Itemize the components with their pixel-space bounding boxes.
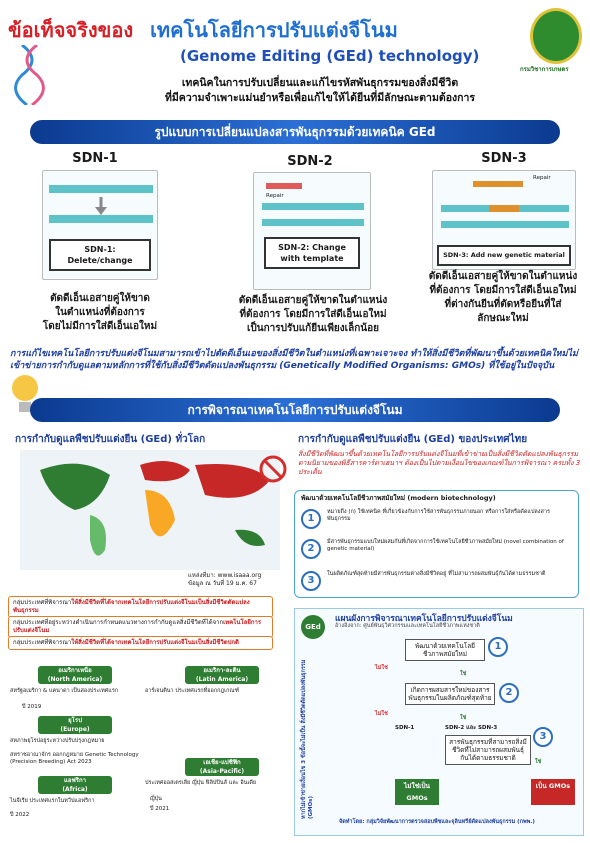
flow-yes-3: ใช่: [535, 759, 542, 765]
thailand-intro: สิ่งมีชีวิตที่พัฒนาขึ้นด้วยเทคโนโลยีการปรับแต่งจีโนมที่เข้าข่ายเป็นสิ่งมีชีวิตดัดแปลงพันธุกรรม ตามนิยามของพิธีสารคาร์ตาเฮนาฯ ต้องเป็นไปตามเงื่อนไขของเกณฑ์ในการพิจารณา ครบทั้ง 3 ประเด็น: [298, 450, 581, 476]
thailand-heading: การกำกับดูแลพืชปรับแต่งยีน (GEd) ของประเทศไทย: [298, 434, 528, 445]
sdn2-heading: SDN-2: [287, 154, 333, 169]
na-text: สหรัฐอเมริกา & แคนาดา เป็นสองประเทศแรก: [10, 688, 119, 694]
world-heading: การกำกับดูแลพืชปรับแต่งยีน (GEd) ทั่วโลก: [15, 434, 206, 445]
region-europe: [38, 716, 112, 734]
pill-text: กลุ่มประเทศที่พิจารณา: [13, 599, 72, 606]
sdn2-desc-2: ที่ต้องการ โดยมีการใส่ดีเอ็นเอใหม่: [239, 309, 387, 320]
intro-line-1: เทคนิคในการปรับเปลี่ยนและแก้ไขรหัสพันธุกรรมของสิ่งมีชีวิต: [181, 77, 459, 89]
sdn1-desc: [30, 292, 170, 334]
flowchart-title: แผนผังการพิจารณาเทคโนโลยีการปรับแต่งจีโนม: [335, 614, 513, 624]
flow-no-1: ไม่ใช่: [375, 665, 388, 671]
region-name: อเมริกาเหนือ: [58, 667, 92, 674]
flow-sdn23: SDN-2 และ SDN-3: [445, 725, 498, 731]
sdn3-desc-2: ที่ต้องการ โดยมีการใส่ดีเอ็นเอใหม่: [429, 285, 577, 296]
flow-no-2: ไม่ใช่: [375, 711, 388, 717]
flow-sdn1: SDN-1: [395, 725, 415, 731]
title-red: ข้อเท็จจริงของ: [8, 18, 134, 42]
ged-badge: GEd: [301, 615, 325, 639]
dna-insert-icon: [433, 171, 577, 241]
sdn3-figure: [432, 170, 576, 270]
pill-text: กลุ่มประเทศที่อยู่ระหว่างดำเนินการกำหนดแนวทางการกำกับดูแลสิ่งมีชีวิตที่ได้จาก: [13, 619, 224, 626]
sdn2-desc: [228, 294, 398, 336]
eu-text: สหภาพยุโรปอยู่ระหว่างปรับปรุงกฎหมาย: [10, 738, 105, 744]
flow-q2: เกิดการผสมสารใหม่ของสารพันธุกรรมในผลิตภัณฑ์สุดท้าย: [405, 683, 495, 705]
intro-line-2: ที่มีความจำเพาะแม่นยำหรือเพื่อแก้ไขให้ได้ยีนที่มีลักษณะตามต้องการ: [164, 92, 476, 104]
region-sub: (Latin America): [195, 676, 249, 683]
region-sub: (Asia-Pacific): [199, 768, 245, 775]
year-2022: ปี 2022: [10, 812, 30, 818]
doa-logo: [530, 8, 582, 64]
criteria-step-3: 3: [301, 571, 321, 591]
source-date: ข้อมูล ณ วันที่ 19 ม.ค. 67: [188, 580, 257, 587]
year-2019: ปี 2019: [22, 704, 42, 710]
section-band-consideration: การพิจารณาเทคโนโลยีการปรับแต่งจีโนม: [30, 398, 560, 422]
flow-step-2: 2: [499, 683, 519, 703]
flow-step-3: 3: [533, 727, 553, 747]
criteria-step-1: 1: [301, 509, 321, 529]
criteria-2: มีสารพันธุกรรมแบบใหม่ผสมกันที่เกิดจากการใช้เทคโนโลยีชีวภาพสมัยใหม่ (novel combination of genetic material): [327, 539, 564, 552]
sdn3-desc-4: ลักษณะใหม่: [477, 313, 529, 324]
year-2021: ปี 2021: [150, 806, 170, 812]
result-gmo: เป็น GMOs: [531, 779, 575, 805]
world-map: [20, 450, 280, 570]
result-non-gmo: ไม่ใช่เป็น GMOs: [395, 779, 439, 805]
sdn1-heading: SDN-1: [72, 151, 118, 166]
intro-text: [130, 76, 510, 106]
ap-text: ประเทศออสเตรเลีย ญี่ปุ่น ฟิลิปปินส์ และ อินเดีย: [145, 780, 257, 786]
sdn1-figure: [42, 170, 158, 280]
flow-yes-1: ใช่: [460, 671, 467, 677]
sdn2-desc-3: เป็นการปรับแก้ยีนเพียงเล็กน้อย: [247, 323, 379, 334]
la-text: อาร์เจนตินา ประเทศแรกที่ออกกฎเกณฑ์: [145, 688, 240, 694]
region-sub: (Africa): [62, 786, 88, 793]
sdn1-caption: SDN-1: Delete/change: [49, 239, 151, 271]
dna-scissors-icon: [12, 45, 52, 105]
sdn2-repair-label: Repair: [266, 193, 284, 199]
source-label: แหล่งที่มา: www.isaaa.org: [188, 572, 262, 579]
region-name: อเมริกา-ละติน: [203, 667, 241, 674]
flowchart-footer: จัดทำโดย: กลุ่มวิจัยพัฒนาการตรวจสอบพืชและจุลินทรีย์ดัดแปลงพันธุกรรม (กพพ.): [339, 819, 535, 825]
sdn2-desc-1: ตัดดีเอ็นเอสายคู่ให้ขาดในตำแหน่ง: [238, 295, 388, 306]
flowchart-subtitle: อ้างอิงจาก: ศูนย์พันธุวิศวกรรมและเทคโนโลยีชีวภาพแห่งชาติ: [335, 623, 480, 629]
flow-yes-2: ใช่: [460, 715, 467, 721]
criteria-step-2: 2: [301, 539, 321, 559]
region-sub: (North America): [47, 676, 103, 683]
page-subtitle: (Genome Editing (GEd) technology): [180, 47, 480, 65]
map-source: [188, 572, 261, 588]
sdn1-desc-2: ในตำแหน่งที่ต้องการ: [55, 307, 145, 318]
criteria-title: พัฒนาด้วยเทคโนโลยีชีวภาพสมัยใหม่ (modern biotechnology): [301, 494, 496, 502]
legend-pill-nongmo: [8, 636, 273, 650]
sdn3-repair-label: Repair: [533, 175, 551, 181]
pill-bold: ให้สิ่งมีชีวิตที่ได้จากเทคโนโลยีการปรับแต่งจีโนมเป็นสิ่งมีชีวิตดัดแปลงพันธุกรรม: [13, 599, 250, 614]
gene-fact-text: การแก้ไขเทคโนโลยีการปรับแต่งจีโนมสามารถเข้าไปตัดดีเอ็นเอของสิ่งมีชีวิตในตำแหน่งที่เฉพาะเจาะจง ทำให้สิ่งมีชีวิตที่พัฒนาขึ้นด้วยเทคนิคใหม่ไม่เข้าข่ายการกำกับดูแลตามหลักการที่ใช้กับสิ่งมีชีวิตดัดแปลงพันธุกรรม (Genetically Modified Organisms: GMOs) ที่ใช้อยู่ในปัจจุบัน: [10, 349, 578, 371]
sdn3-desc: [418, 270, 588, 326]
pill-bold: เทคโนโลยีการปรับแต่งจีโนม: [13, 619, 262, 634]
legend-pill-gmo: [8, 596, 273, 618]
flowchart-side-note: หากไม่เข้าข่ายเงื่อนไข 3 ข้อนี้จะไม่เป็น สิ่งมีชีวิตดัดแปลงพันธุกรรม (GMOs): [301, 659, 314, 819]
sdn1-desc-1: ตัดดีเอ็นเอสายคู่ให้ขาด: [50, 293, 150, 304]
pill-bold: ให้สิ่งมีชีวิตที่ได้จากเทคโนโลยีการปรับแต่งจีโนมเป็นสิ่งมีชีวิตปกติ: [71, 639, 239, 646]
jp-label: ญี่ปุ่น: [150, 796, 162, 802]
flow-q3: สารพันธุกรรมที่สามารถสิ่งมีชีวิตที่ไม่สามารถผสมพันธุ์กันได้ตามธรรมชาติ: [445, 735, 531, 765]
sdn3-caption: SDN-3: Add new genetic material: [437, 245, 571, 266]
region-north-america: [38, 666, 112, 684]
legend-pill-pending: [8, 616, 273, 638]
region-name: ยุโรป: [68, 717, 82, 724]
flow-q1: พัฒนาด้วยเทคโนโลยีชีวภาพสมัยใหม่: [405, 639, 485, 661]
region-name: เอเชีย-แปซิฟิก: [203, 759, 241, 766]
dna-icon: [43, 171, 159, 235]
sdn3-desc-1: ตัดดีเอ็นเอสายคู่ให้ขาดในตำแหน่ง: [428, 271, 578, 282]
sdn3-heading: SDN-3: [481, 151, 527, 166]
flow-step-1: 1: [488, 637, 508, 657]
region-name: แอฟริกา: [64, 777, 86, 784]
section-band-sdn: รูปแบบการเปลี่ยนแปลงสารพันธุกรรมด้วยเทคนิค GEd: [30, 120, 560, 144]
region-africa: [38, 776, 112, 794]
sdn3-desc-3: ที่ต่างกันยีนที่ตัดหรือยีนที่ใส่: [444, 299, 562, 310]
uk-text: สหราชอาณาจักร ออกกฎหมาย Genetic Technology (Precision Breeding) Act 2023: [10, 752, 139, 765]
af-text: ไนจีเรีย ประเทศแรกในทวีปแอฟริกา: [10, 798, 95, 804]
pill-text: กลุ่มประเทศที่พิจารณา: [13, 639, 72, 646]
sdn1-desc-3: โดยไม่มีการใส่ดีเอ็นเอใหม่: [42, 321, 158, 332]
title-blue: เทคโนโลยีการปรับแต่งจีโนม: [150, 18, 398, 42]
criteria-3: ในผลิตภัณฑ์สุดท้ายมีสารพันธุกรรมต่างสิ่งมีชีวิตอยู่ ที่ไม่สามารถผสมพันธุ์กันได้ตามธรรมชาติ: [327, 571, 546, 577]
no-gmo-icon: [258, 454, 288, 484]
sdn2-figure: [253, 172, 371, 290]
criteria-1: หมายถึง (ก) ใช้เทคนิค ที่เกี่ยวข้องกับการใช้สารพันธุกรรมภายนอก หรือการใส่หรือดัดแปลงสารพันธุกรรม: [327, 509, 550, 522]
criteria-box: [294, 490, 579, 598]
flowchart-panel: [294, 608, 584, 836]
page-title: [8, 14, 398, 46]
dna-repair-icon: [254, 173, 372, 233]
region-asia-pacific: [185, 758, 259, 776]
sdn2-caption: SDN-2: Change with template: [264, 237, 360, 269]
region-sub: (Europe): [60, 726, 90, 733]
region-latin-america: [185, 666, 259, 684]
logo-caption: กรมวิชาการเกษตร: [520, 66, 569, 73]
